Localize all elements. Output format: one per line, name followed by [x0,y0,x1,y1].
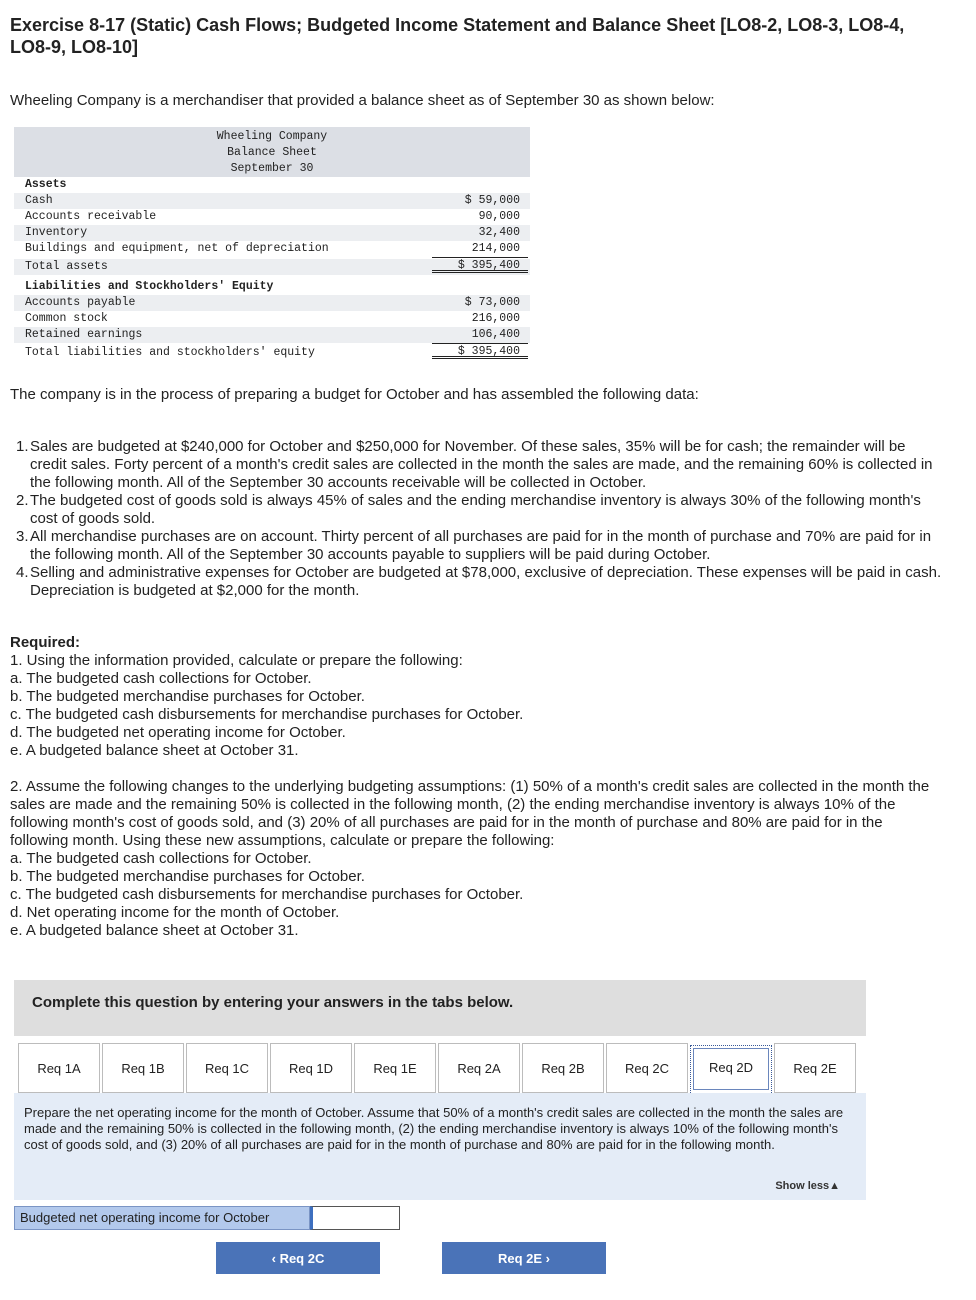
tab-content [14,1093,866,1200]
total-liab-row [14,345,530,361]
tab-req-1a[interactable]: Req 1A [18,1043,100,1093]
buildings-label: Buildings and equipment, net of depreciation [25,242,329,255]
total-assets-value: $ 395,400 [432,259,528,273]
liabilities-heading: Liabilities and Stockholders' Equity [25,280,274,293]
tab-req-1b[interactable]: Req 1B [102,1043,184,1093]
tab-req-1e[interactable]: Req 1E [354,1043,436,1093]
cash-value: $ 59,000 [464,194,520,207]
tab-bar [14,1043,866,1093]
data-list [10,438,945,600]
statement-name: Balance Sheet [227,146,317,159]
total-assets-row [14,259,530,275]
list-item: d. The budgeted net operating income for October. [10,724,346,741]
company-name: Wheeling Company [216,130,328,143]
list-item: c. The budgeted cash disbursements for merchandise purchases for October. [10,886,524,903]
total-liab-value: $ 395,400 [432,345,528,359]
instructions-panel [14,980,866,1036]
budget-intro: The company is in the process of preparing a budget for October and has assembled the following data: [10,386,699,403]
prev-req-button[interactable]: ‹ Req 2C [216,1242,380,1274]
list-item: 2. The budgeted cost of goods sold is always 45% of sales and the ending merchandise inventory is always 30% of the following month's cost of goods sold. [16,492,921,527]
tab-req-2d[interactable]: Req 2D [690,1045,772,1093]
liab-heading-row [14,279,530,295]
ar-label: Accounts receivable [25,210,157,223]
buildings-row [14,241,530,257]
ap-value: $ 73,000 [464,296,520,309]
inventory-row [14,225,530,241]
common-stock-label: Common stock [25,312,108,325]
retained-earnings-label: Retained earnings [25,328,143,341]
list-item: a. The budgeted cash collections for October. [10,850,312,867]
net-operating-income-input[interactable] [310,1206,400,1230]
assets-heading-row [14,177,530,193]
list-item: 1. Sales are budgeted at $240,000 for October and $250,000 for November. Of these sales, 35% will be for cash; the remainder will be credit sales. Forty percent of a month's credit sales are collected in the month the sales are made, and the remaining 60% is collected in the following month. All of the September 30 accounts receivable will be collected in October. [16,438,933,491]
page-title: Exercise 8-17 (Static) Cash Flows; Budgeted Income Statement and Balance Sheet [LO8-2, LO8-3, LO8-4, LO8-9, LO8-10] [10,15,905,57]
required-heading: Required: [10,634,81,651]
list-item: a. The budgeted cash collections for October. [10,670,312,687]
required-section [10,634,950,760]
tab-req-1c[interactable]: Req 1C [186,1043,268,1093]
balance-sheet [14,127,530,359]
retained-earnings-value: 106,400 [432,327,528,344]
tab-req-2e[interactable]: Req 2E [774,1043,856,1093]
next-req-button[interactable]: Req 2E › [442,1242,606,1274]
buildings-value: 214,000 [432,241,528,258]
common-stock-value: 216,000 [471,312,520,325]
list-item: d. Net operating income for the month of October. [10,904,340,921]
cash-label: Cash [25,194,53,207]
ap-label: Accounts payable [25,296,136,309]
list-item: 3. All merchandise purchases are on account. Thirty percent of all purchases are paid for in the month of purchase and 70% are paid for in the following month. All of the September 30 accounts payable to suppliers will be paid during October. [16,528,932,563]
balance-sheet-header [14,127,530,177]
ar-row [14,209,530,225]
list-item: 4. Selling and administrative expenses for October are budgeted at $78,000, exclusive of depreciation. These expenses will be paid in cash. Depreciation is budgeted at $2,000 for the month. [16,564,942,599]
inventory-label: Inventory [25,226,88,239]
statement-date: September 30 [230,162,314,175]
tab-description: Prepare the net operating income for the month of October. Assume that 50% of a month's credit sales are collected in the month the sales are made and the remaining 50% is collected in the following month, (2) the ending merchandise inventory is always 10% of the following month's cost of goods sold, and (3) 20% of all purchases are paid for in the month of purchase and 80% are paid for in the following month. [24,1105,844,1152]
intro-text: Wheeling Company is a merchandiser that provided a balance sheet as of September 30 as shown below: [10,92,715,109]
cash-row [14,193,530,209]
list-item: b. The budgeted merchandise purchases for October. [10,688,365,705]
list-item: e. A budgeted balance sheet at October 31. [10,922,299,939]
tab-req-2a[interactable]: Req 2A [438,1043,520,1093]
total-liab-label: Total liabilities and stockholders' equity [25,346,315,359]
required-q1: 1. Using the information provided, calculate or prepare the following: [10,652,463,669]
ap-row [14,295,530,311]
instructions-text: Complete this question by entering your answers in the tabs below. [32,994,514,1011]
tab-req-2c[interactable]: Req 2C [606,1043,688,1093]
required-q2: 2. Assume the following changes to the underlying budgeting assumptions: (1) 50% of a month's credit sales are collected in the month the sales are made and the remaining 50% is collected in the following month, (2) the ending merchandise inventory is always 10% of the following month's cost of goods sold, and (3) 20% of all purchases are paid for in the month of purchase and 80% are paid for in the following month. Using these new assumptions, calculate or prepare the following: [10,778,930,849]
required-q2-section [10,778,945,940]
ar-value: 90,000 [478,210,520,223]
common-stock-row [14,311,530,327]
show-less-link[interactable]: Show less▲ [775,1180,840,1192]
list-item: b. The budgeted merchandise purchases for October. [10,868,365,885]
list-item: c. The budgeted cash disbursements for merchandise purchases for October. [10,706,524,723]
assets-heading: Assets [25,178,67,191]
answer-label: Budgeted net operating income for October [14,1206,310,1230]
list-item: e. A budgeted balance sheet at October 31. [10,742,299,759]
retained-earnings-row [14,327,530,343]
total-assets-label: Total assets [25,260,108,273]
tab-req-1d[interactable]: Req 1D [270,1043,352,1093]
inventory-value: 32,400 [478,226,520,239]
tab-req-2b[interactable]: Req 2B [522,1043,604,1093]
